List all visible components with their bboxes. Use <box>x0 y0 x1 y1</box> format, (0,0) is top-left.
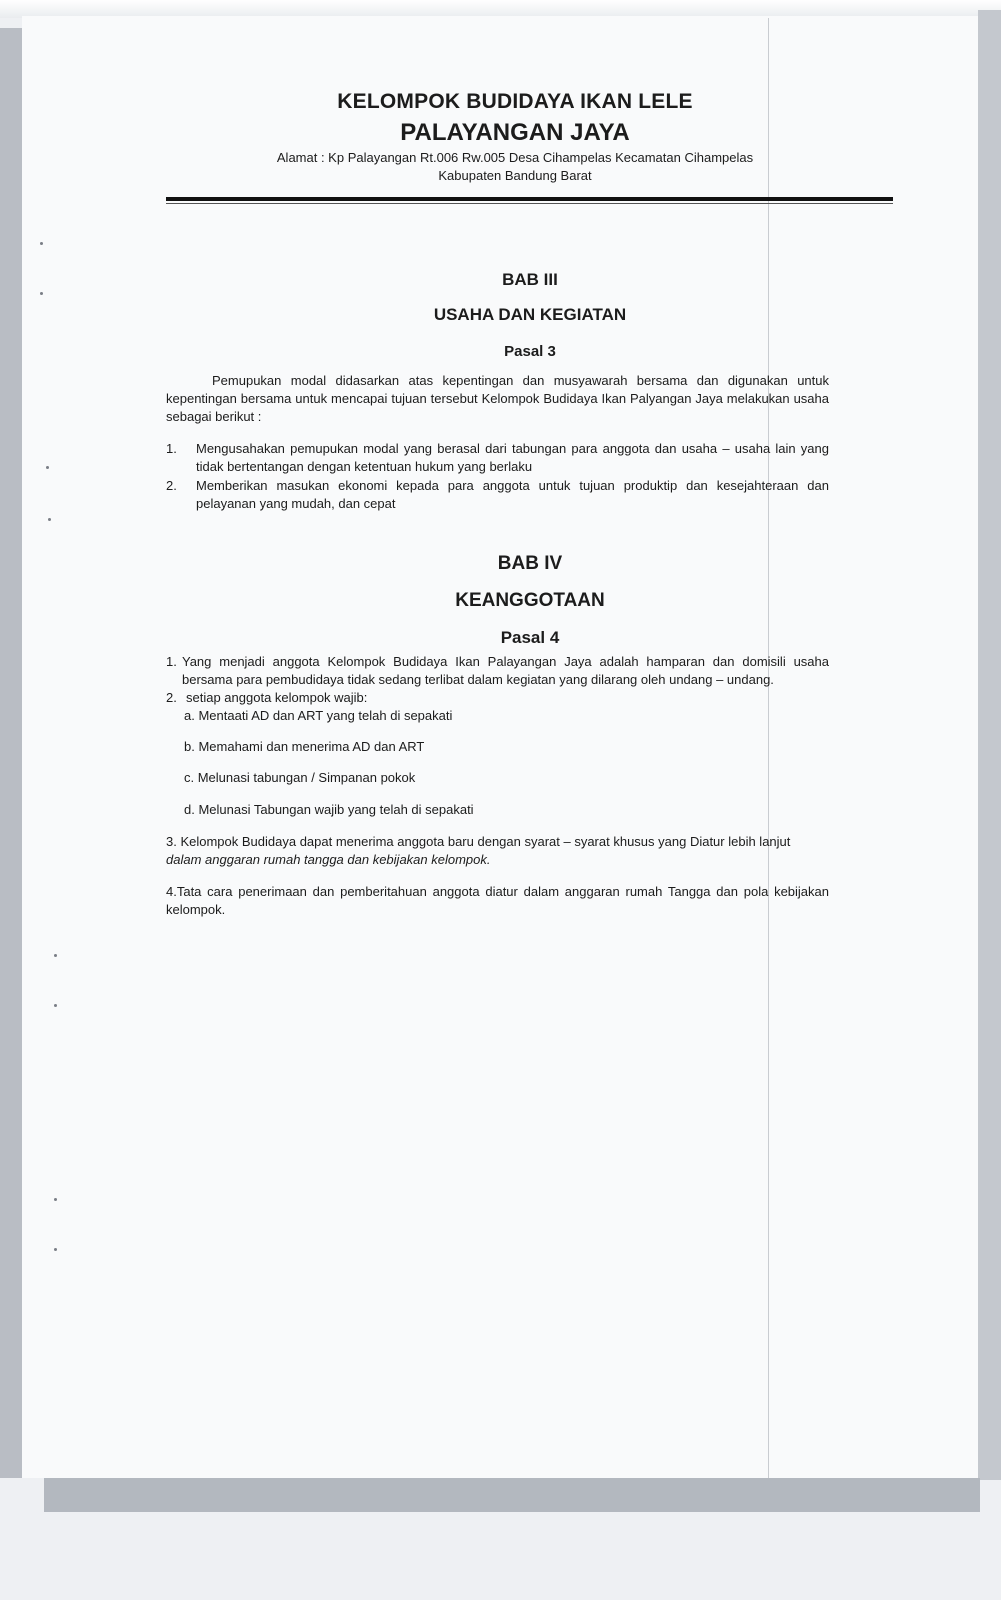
list-item <box>166 440 829 476</box>
bab3-title: USAHA DAN KEGIATAN <box>433 305 627 324</box>
bab4-title: KEANGGOTAAN <box>455 590 605 611</box>
list-text: Memberikan masukan ekonomi kepada para anggota untuk tujuan produktip dan kesejahteraan dan pelayanan yang mudah, dan cepat <box>196 478 829 511</box>
sub-item: d. Melunasi Tabungan wajib yang telah di sepakati <box>184 802 474 817</box>
item-3: 3. Kelompok Budidaya dapat menerima anggota baru dengan syarat – syarat khusus yang Diatur lebih lanjut <box>166 834 791 849</box>
org-name: PALAYANGAN JAYA <box>400 119 630 146</box>
list-item <box>166 689 829 707</box>
pasal3-paragraph: Pemupukan modal didasarkan atas kepentingan dan musyawarah bersama dan digunakan untuk kepentingan bersama untuk mencapai tujuan tersebut Kelompok Budidaya Ikan Palyangan Jaya melakukan usaha sebagai berikut : <box>166 373 829 424</box>
header-rule <box>166 197 893 201</box>
list-item <box>166 477 829 513</box>
pasal4-heading: Pasal 4 <box>500 628 560 647</box>
list-number: 2. <box>166 690 177 705</box>
item-4: 4.Tata cara penerimaan dan pemberitahuan anggota diatur dalam anggaran rumah Tangga dan pola kebijakan kelompok. <box>166 884 829 917</box>
item-3-continuation: dalam anggaran rumah tangga dan kebijakan kelompok. <box>166 852 491 867</box>
sub-item: b. Memahami dan menerima AD dan ART <box>184 739 425 754</box>
bab3-heading: BAB III <box>502 270 558 289</box>
list-number: 2. <box>166 478 177 493</box>
org-title: KELOMPOK BUDIDAYA IKAN LELE <box>337 90 693 113</box>
address-region: Kabupaten Bandung Barat <box>438 168 592 183</box>
address-line: Alamat : Kp Palayangan Rt.006 Rw.005 Desa Cihampelas Kecamatan Cihampelas <box>276 150 754 165</box>
list-text: Yang menjadi anggota Kelompok Budidaya Ikan Palayangan Jaya adalah hamparan dan domisili usaha bersama para pembudidaya tidak sedang terlibat dalam kegiatan yang dilarang oleh undang – undang. <box>182 654 829 687</box>
header-rule-thin <box>166 203 893 204</box>
bab4-heading: BAB IV <box>497 553 563 574</box>
list-number: 1. <box>166 654 177 669</box>
list-item <box>166 653 829 689</box>
sub-item: a. Mentaati AD dan ART yang telah di sepakati <box>184 708 453 723</box>
list-text: Mengusahakan pemupukan modal yang berasal dari tabungan para anggota dan usaha – usaha lain yang tidak bertentangan dengan ketentuan hukum yang berlaku <box>196 441 829 474</box>
list-text: setiap anggota kelompok wajib: <box>186 690 368 705</box>
pasal3-heading: Pasal 3 <box>504 343 556 360</box>
sub-item: c. Melunasi tabungan / Simpanan pokok <box>184 770 416 785</box>
list-number: 1. <box>166 441 177 456</box>
